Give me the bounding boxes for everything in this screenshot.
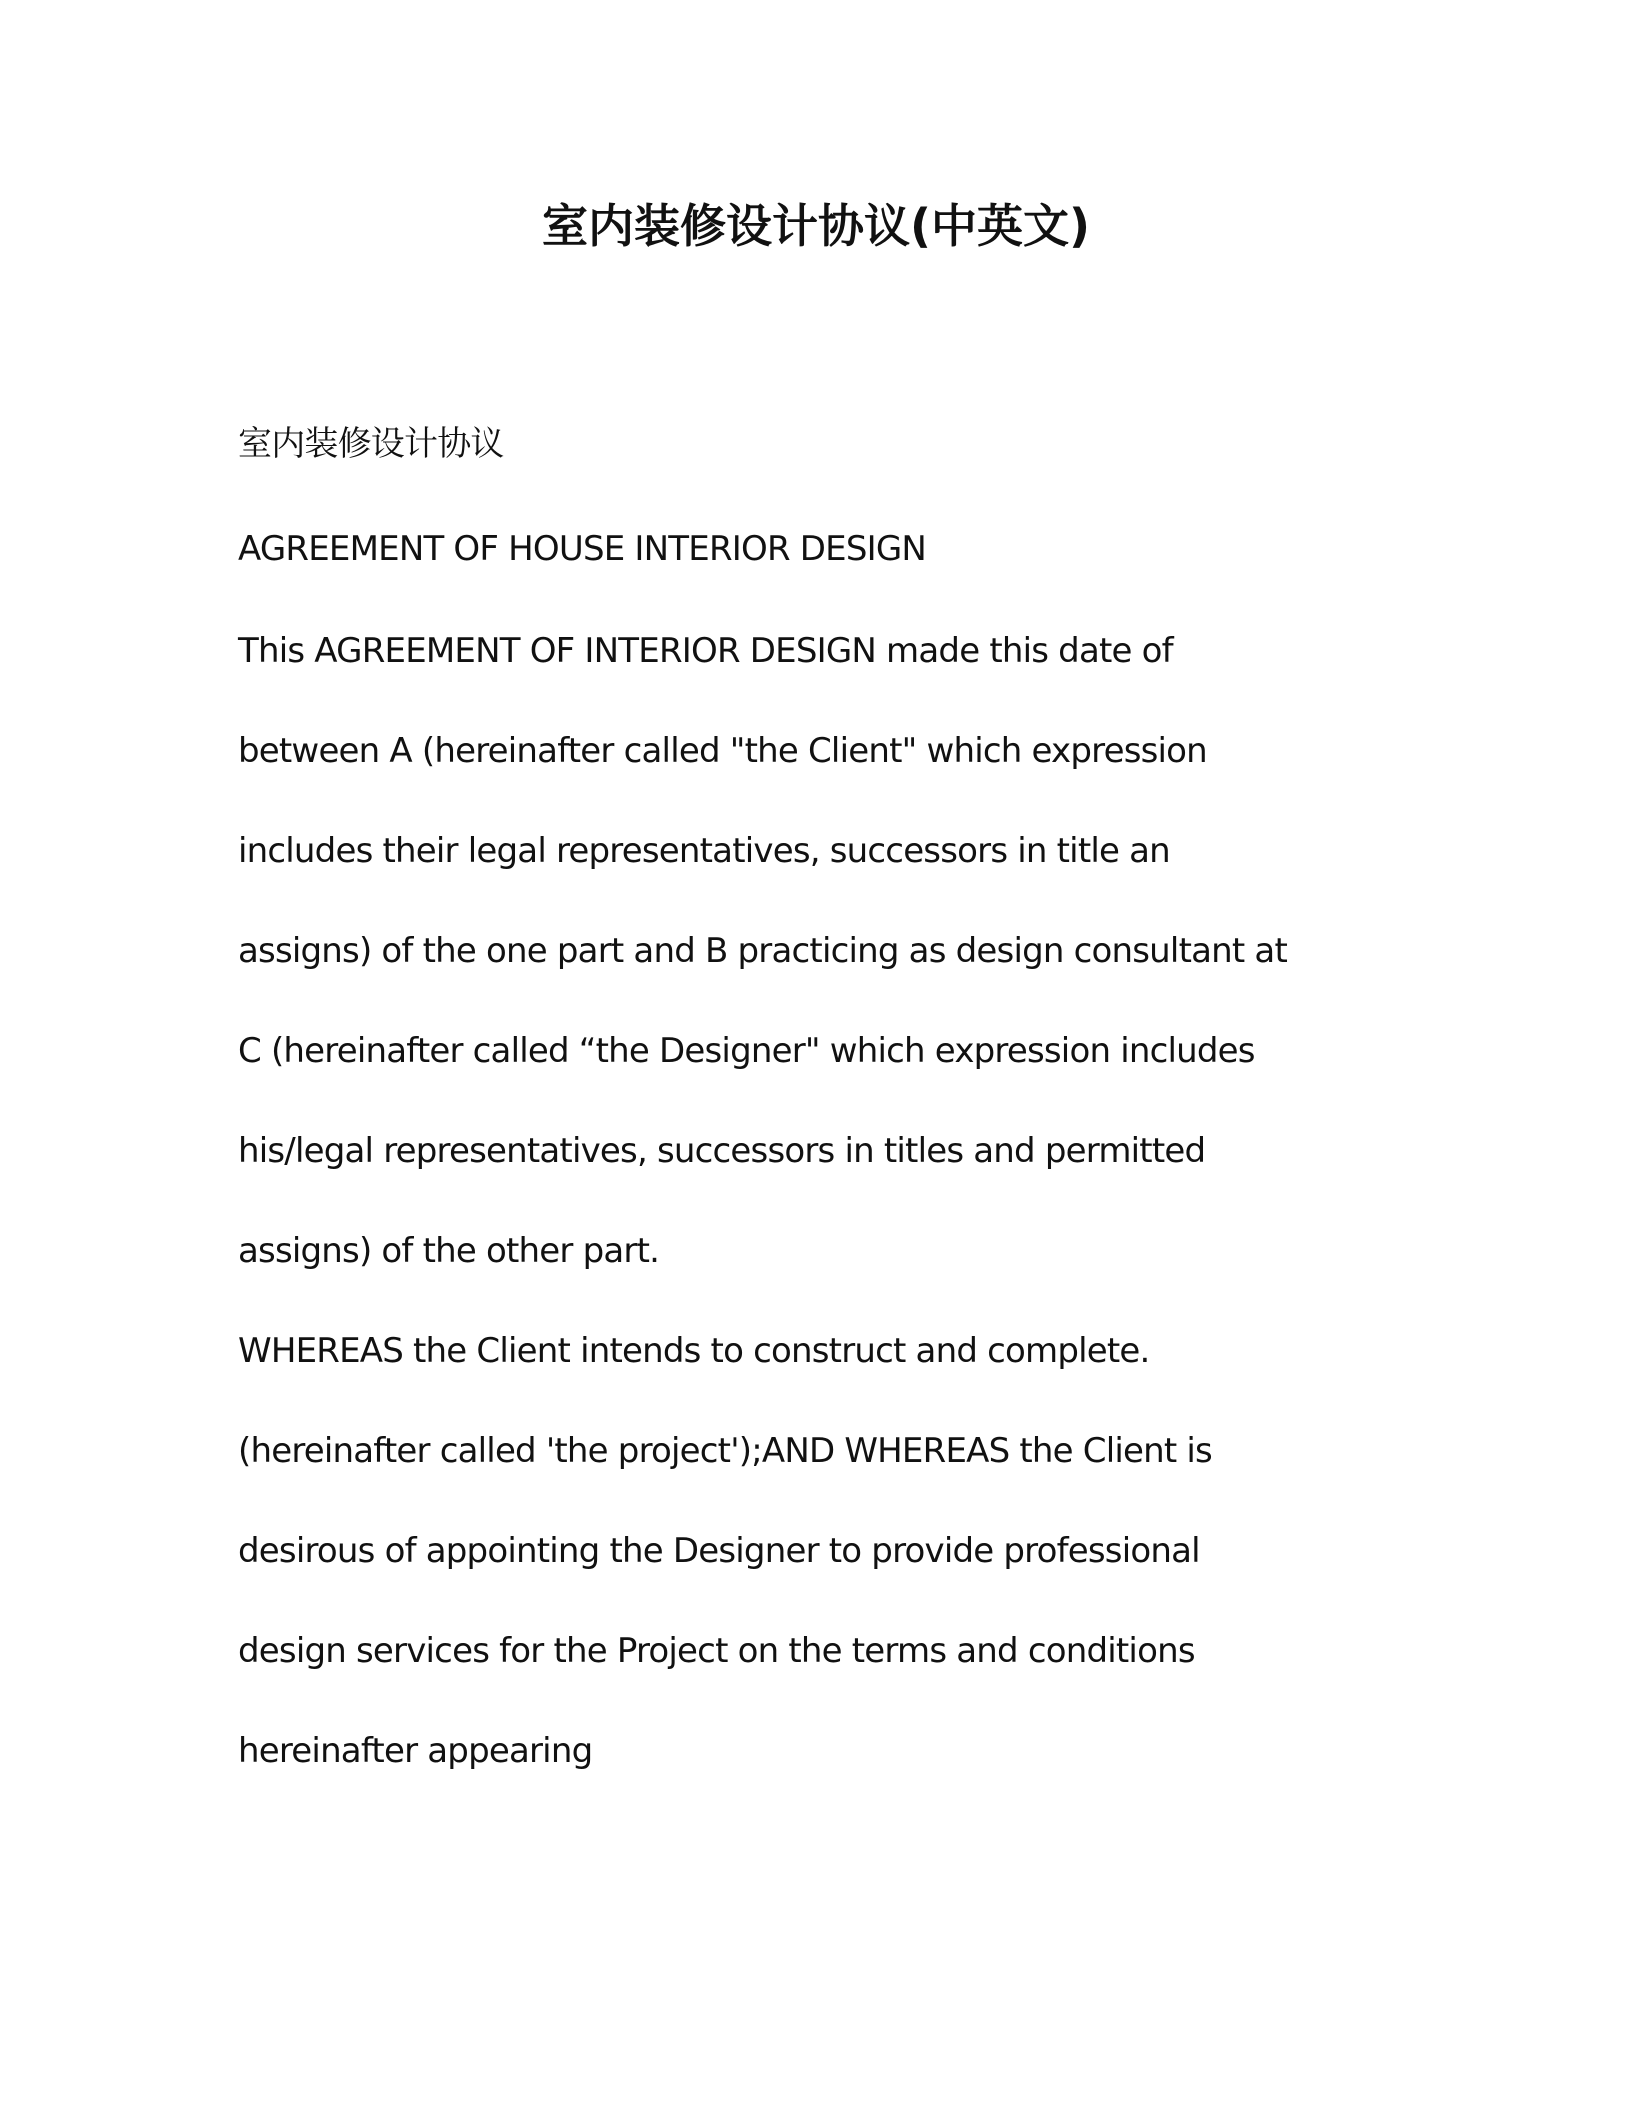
paragraph-line: design services for the Project on the terms and conditions <box>238 1631 1195 1671</box>
paragraph-line: (hereinafter called 'the project');AND WHEREAS the Client is <box>238 1431 1212 1471</box>
paragraph-line: his/legal representatives, successors in titles and permitted <box>238 1131 1206 1171</box>
paragraph-line: desirous of appointing the Designer to provide professional <box>238 1531 1200 1571</box>
paragraph-line: hereinafter appearing <box>238 1731 593 1771</box>
paragraph-line: assigns) of the other part. <box>238 1231 660 1271</box>
paragraph-line: This AGREEMENT OF INTERIOR DESIGN made this date of <box>238 631 1173 671</box>
paragraph-line: between A (hereinafter called "the Client" which expression <box>238 731 1207 771</box>
subtitle-chinese: 室内装修设计协议 <box>238 424 504 464</box>
paragraph-line: assigns) of the one part and B practicing as design consultant at <box>238 931 1287 971</box>
heading-english: AGREEMENT OF HOUSE INTERIOR DESIGN <box>238 529 927 569</box>
document-title: 室内装修设计协议(中英文) <box>541 199 1091 253</box>
paragraph-line: WHEREAS the Client intends to construct and complete. <box>238 1331 1150 1371</box>
paragraph-line: C (hereinafter called “the Designer" which expression includes <box>238 1031 1255 1071</box>
paragraph-line: includes their legal representatives, successors in title an <box>238 831 1170 871</box>
